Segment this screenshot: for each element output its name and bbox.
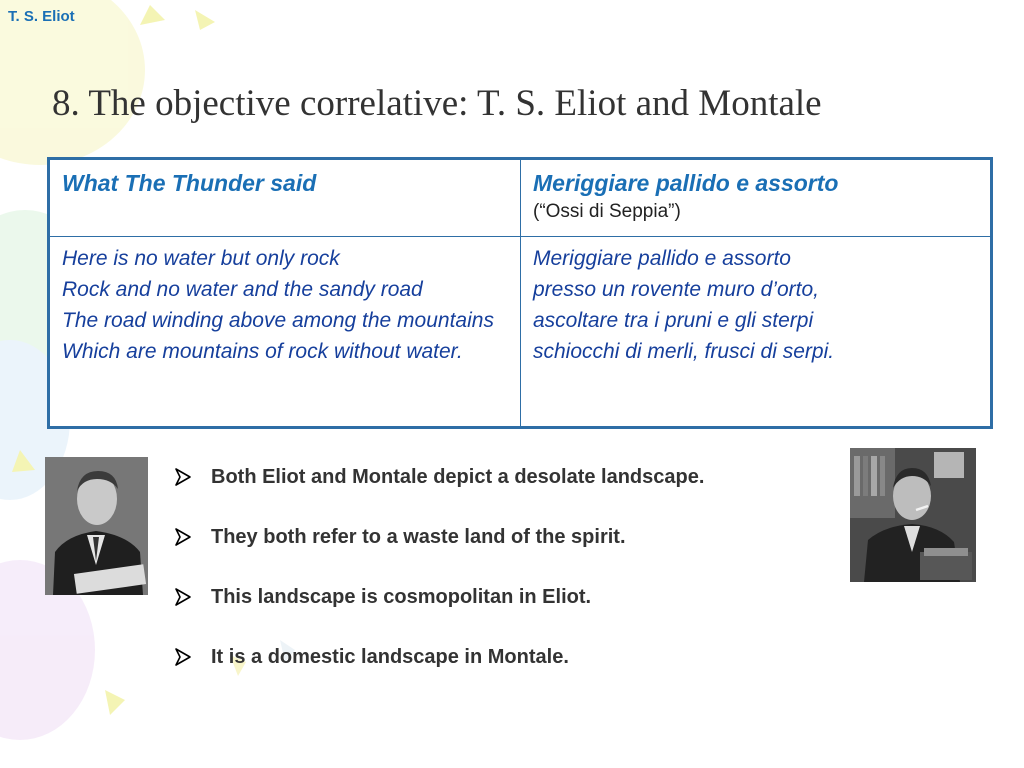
list-item	[172, 582, 704, 612]
montale-verse-cell	[521, 237, 992, 428]
montale-verse-line: presso un rovente muro d’orto,	[533, 278, 819, 301]
montale-verse-line: ascoltare tra i pruni e gli sterpi	[533, 309, 814, 332]
eliot-verse-line: Here is no water but only rock	[62, 247, 340, 270]
eliot-poem-heading: What The Thunder said	[62, 170, 317, 196]
montale-portrait-photo	[850, 448, 976, 582]
table-header-row	[49, 159, 992, 237]
eliot-verse-cell	[49, 237, 521, 428]
eliot-verse-line: Which are mountains of rock without water.	[62, 340, 463, 363]
arrow-bullet-icon	[172, 646, 194, 668]
key-point-text: Both Eliot and Montale depict a desolate landscape.	[211, 465, 705, 488]
list-item	[172, 462, 704, 492]
montale-portrait-image	[850, 448, 976, 582]
eliot-verse-line: Rock and no water and the sandy road	[62, 278, 423, 301]
slide-title: 8. The objective correlative: T. S. Eliot and Montale	[52, 83, 822, 124]
key-point-text: This landscape is cosmopolitan in Eliot.	[211, 585, 592, 608]
confetti	[105, 690, 125, 715]
key-point-text: It is a domestic landscape in Montale.	[211, 645, 569, 668]
key-points-list	[172, 462, 704, 702]
eliot-portrait-photo	[45, 457, 148, 595]
presentation-header-label: T. S. Eliot	[8, 8, 75, 25]
montale-heading-cell	[521, 159, 992, 237]
arrow-bullet-icon	[172, 586, 194, 608]
montale-verse-line: schiocchi di merli, frusci di serpi.	[533, 340, 835, 363]
montale-collection-subheading: (“Ossi di Seppia”)	[533, 201, 681, 222]
eliot-verse-line: The road winding above among the mountains	[62, 309, 494, 332]
confetti	[195, 10, 215, 30]
arrow-bullet-icon	[172, 466, 194, 488]
eliot-heading-cell	[49, 159, 521, 237]
table-body-row	[49, 237, 992, 428]
montale-poem-heading: Meriggiare pallido e assorto	[533, 170, 839, 196]
list-item	[172, 642, 704, 672]
confetti	[140, 5, 165, 25]
list-item	[172, 522, 704, 552]
poem-comparison-table	[47, 157, 993, 429]
eliot-portrait-image	[45, 457, 148, 595]
montale-verse-line: Meriggiare pallido e assorto	[533, 247, 791, 270]
arrow-bullet-icon	[172, 526, 194, 548]
key-point-text: They both refer to a waste land of the spirit.	[211, 525, 626, 548]
